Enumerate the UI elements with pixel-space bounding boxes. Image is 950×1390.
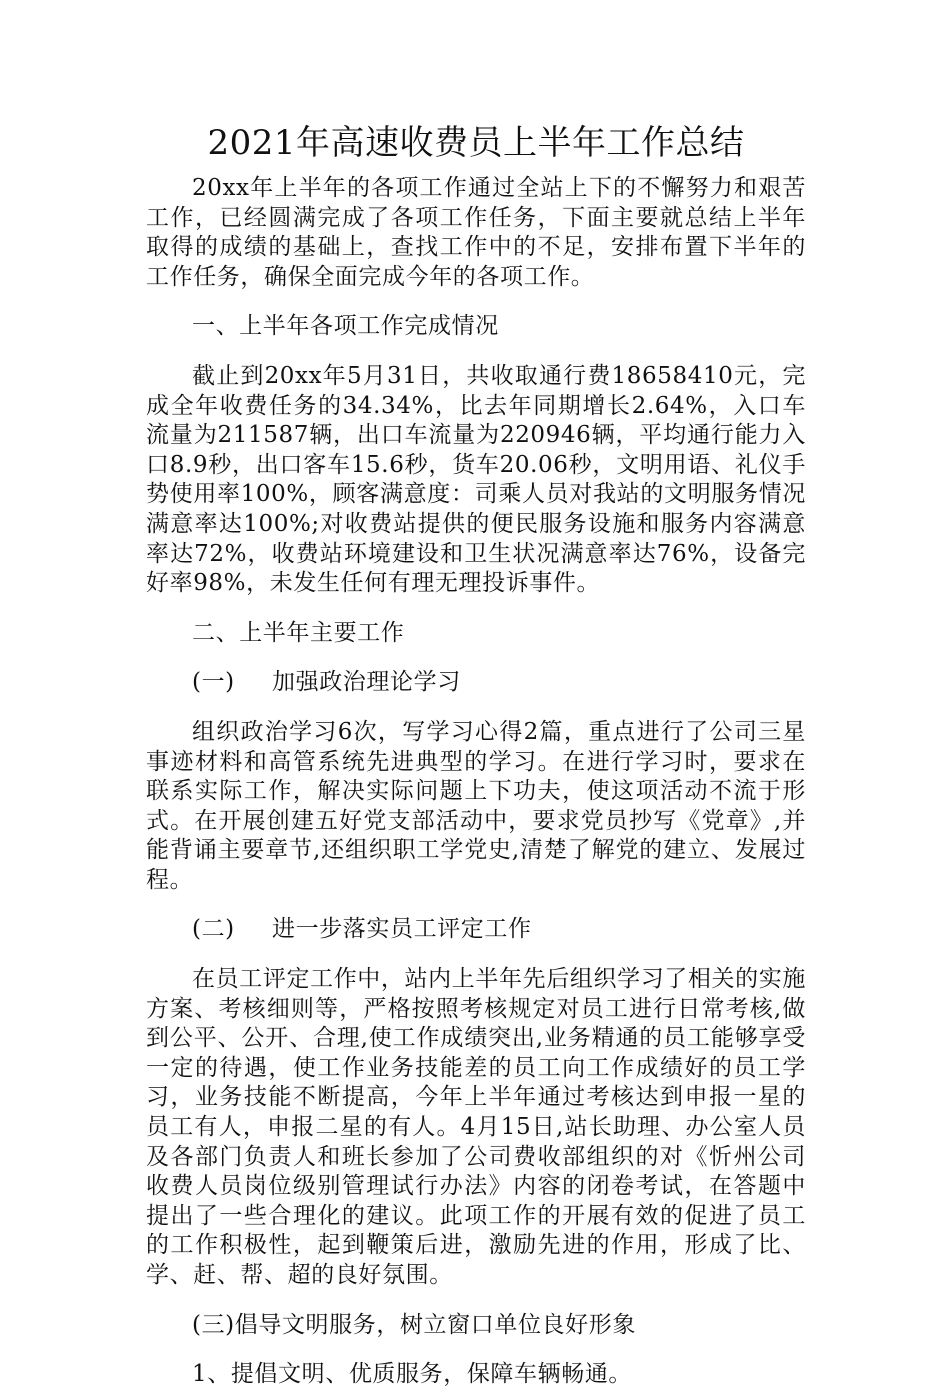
subsection-2-body: 在员工评定工作中，站内上半年先后组织学习了相关的实施方案、考核细则等，严格按照考核规定对员工进行日常考核,做到公平、公开、合理,使工作成绩突出,业务精通的员工能够享受一定的待遇，使工作业务技能差的员工向工作成绩好的员工学习，业务技能不断提高，今年上半年通过考核达到申报一星的员工有人，申报二星的有人。4月15日,站长助理、办公室人员及各部门负责人和班长参加了公司费收部组织的对《忻州公司收费人员岗位级别管理试行办法》内容的闭卷考试，在答题中提出了一些合理化的建议。此项工作的开展有效的促进了员工的工作积极性，起到鞭策后进，激励先进的作用，形成了比、学、赶、帮、超的良好氛围。 [146, 966, 806, 1288]
subsection-3-heading: (三)倡导文明服务，树立窗口单位良好形象 [192, 1311, 636, 1338]
subsection-2-title: 进一步落实员工评定工作 [272, 916, 532, 943]
section-1-heading: 一、上半年各项工作完成情况 [192, 313, 499, 340]
subsection-2-number: (二) [192, 916, 235, 943]
subsection-3-item-1: 1、提倡文明、优质服务，保障车辆畅通。 [192, 1361, 633, 1388]
subsection-1-title: 加强政治理论学习 [272, 669, 461, 696]
subsection-1-body: 组织政治学习6次，写学习心得2篇，重点进行了公司三星事迹材料和高管系统先进典型的学习。在进行学习时，要求在联系实际工作，解决实际问题上下功夫，使这项活动不流于形式。在开展创建五好党支部活动中，要求党员抄写《党章》,并能背诵主要章节,还组织职工学党史,清楚了解党的建立、发展过程。 [146, 718, 806, 893]
section-1-body: 截止到20xx年5月31日，共收取通行费18658410元，完成全年收费任务的34.34%，比去年同期增长2.64%，入口车流量为211587辆，出口车流量为220946辆，平均通行能力入口8.9秒，出口客车15.6秒，货车20.06秒，文明用语、礼仪手势使用率100%，顾客满意度：司乘人员对我站的文明服务情况满意率达100%;对收费站提供的便民服务设施和服务内容满意率达72%，收费站环境建设和卫生状况满意率达76%，设备完好率98%，未发生任何有理无理投诉事件。 [146, 362, 806, 597]
intro-paragraph: 20xx年上半年的各项工作通过全站上下的不懈努力和艰苦工作，已经圆满完成了各项工作任务，下面主要就总结上半年取得的成绩的基础上，查找工作中的不足，安排布置下半年的工作任务，确保全面完成今年的各项工作。 [146, 175, 806, 290]
subsection-2-heading [146, 915, 806, 945]
section-2-heading: 二、上半年主要工作 [192, 619, 405, 646]
document-page [146, 118, 806, 1390]
subsection-1-number: (一) [192, 669, 235, 696]
subsection-1-heading [146, 668, 806, 698]
document-title: 2021年高速收费员上半年工作总结 [207, 123, 745, 163]
